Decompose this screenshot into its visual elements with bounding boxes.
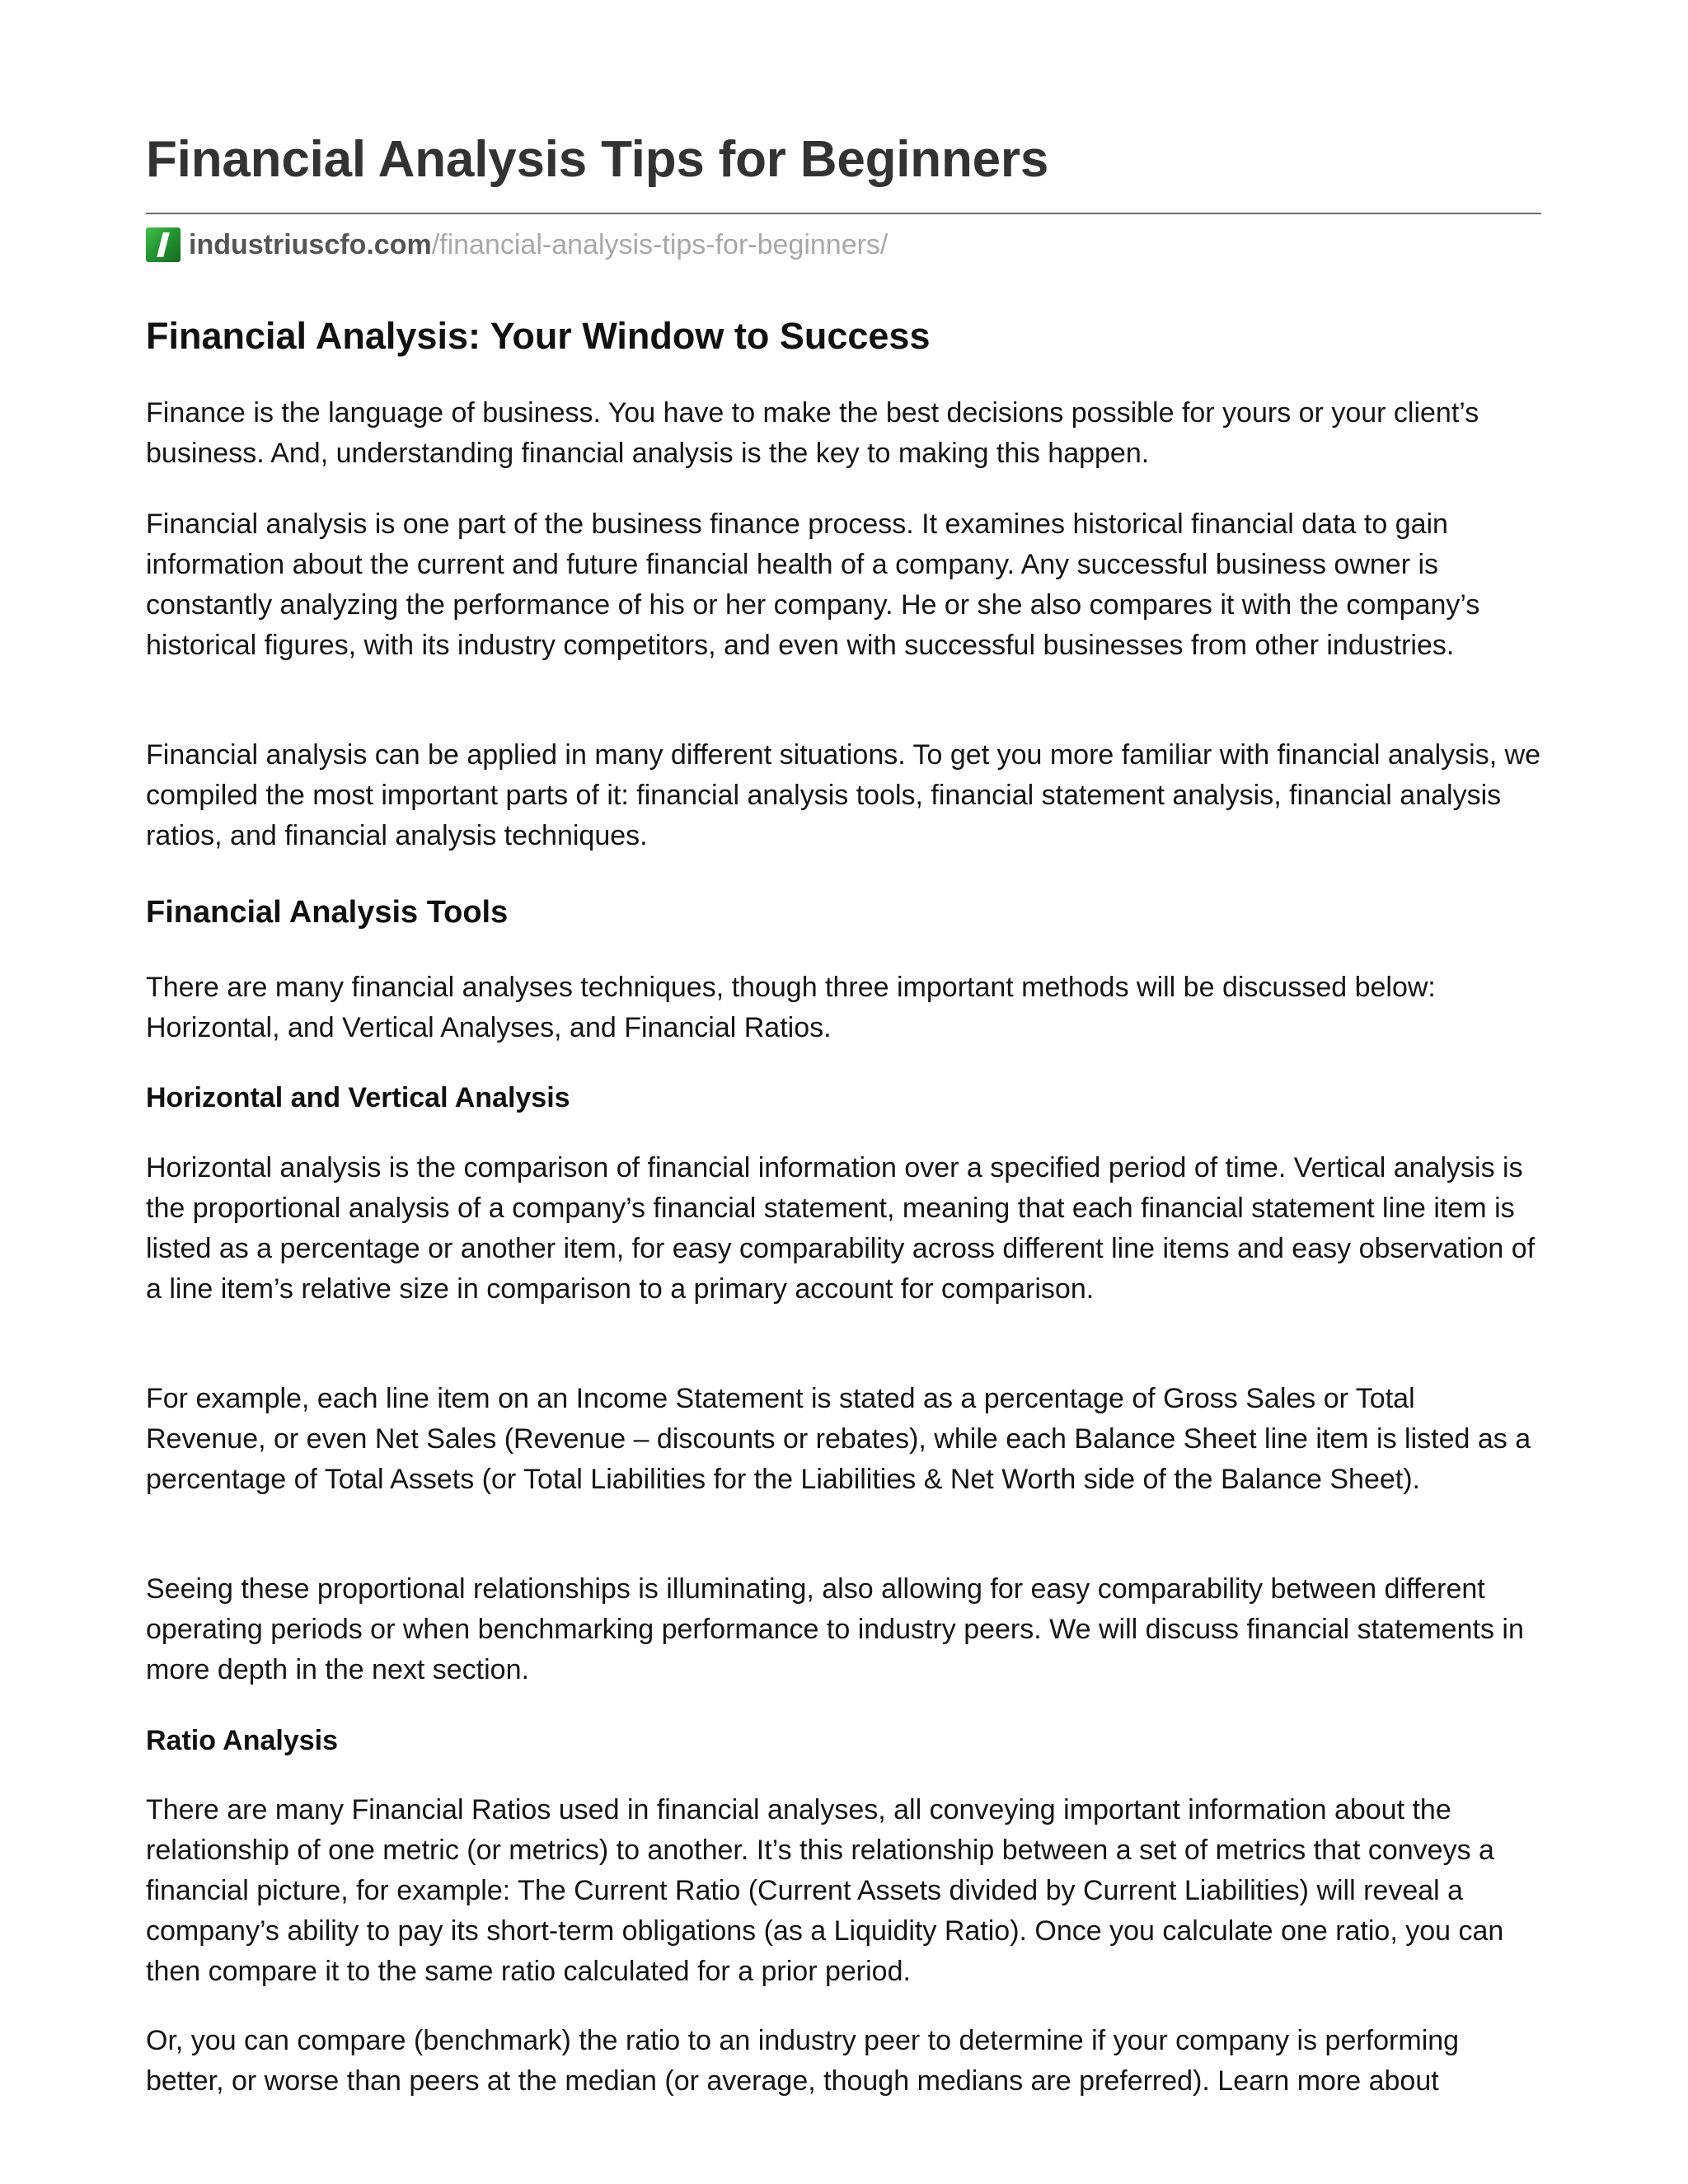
source-domain[interactable]: industriuscfo.com — [189, 228, 432, 260]
paragraph-ratio-2: Or, you can compare (benchmark) the ratio to an industry peer to determine if your company is performing better, or worse than peers at the median (or average, though medians are preferred). Learn more about — [146, 2025, 1460, 2097]
paragraph-intro-2: Financial analysis is one part of the business finance process. It examines historical financial data to gain information about the current and future financial health of a company. Any successful business owner is constantly analyzing the performance of his or her company. He or she also compares it with the company’s historical figures, with its industry competitors, and even with successful businesses from other industries. — [146, 509, 1480, 661]
paragraph-hv-1: Horizontal analysis is the comparison of financial information over a specified period of time. Vertical analysis is the proportional analysis of a company’s financial statement, meaning that each financial statement line item is listed as a percentage or another item, for easy comparability across different line items and easy observation of a line item’s relative size in comparison to a primary account for comparison. — [146, 1152, 1536, 1305]
site-logo-icon — [146, 227, 181, 262]
section-heading-intro: Financial Analysis: Your Window to Success — [146, 315, 931, 357]
source-link[interactable] — [146, 227, 888, 262]
paragraph-hv-3: Seeing these proportional relationships is illuminating, also allowing for easy comparability between different operating periods or when benchmarking performance to industry peers. We will discuss financial statements in more depth in the next section. — [146, 1573, 1524, 1685]
paragraph-tools-1: There are many financial analyses techniques, though three important methods will be discussed below: Horizontal, and Vertical Analyses, and Financial Ratios. — [146, 972, 1436, 1043]
document-title: Financial Analysis Tips for Beginners — [146, 131, 1049, 188]
paragraph-intro-3: Financial analysis can be applied in many different situations. To get you more familiar with financial analysis, we compiled the most important parts of it: financial analysis tools, financial statement analysis, financial analysis ratios, and financial analysis techniques. — [146, 739, 1541, 851]
source-path[interactable]: /financial-analysis-tips-for-beginners/ — [431, 228, 889, 260]
paragraph-hv-2: For example, each line item on an Income Statement is stated as a percentage of Gross Sales or Total Revenue, or even Net Sales (Revenue – discounts or rebates), while each Balance Sheet line item is listed as a percentage of Total Assets (or Total Liabilities for the Liabilities & Net Worth side of the Balance Sheet). — [146, 1383, 1531, 1495]
subheading-ratio-analysis: Ratio Analysis — [146, 1725, 339, 1756]
subheading-horizontal-vertical: Horizontal and Vertical Analysis — [146, 1082, 570, 1113]
section-heading-tools: Financial Analysis Tools — [146, 895, 509, 930]
title-divider — [146, 213, 1541, 214]
paragraph-ratio-1: There are many Financial Ratios used in financial analyses, all conveying important information about the relationship of one metric (or metrics) to another. It’s this relationship between a set of metrics that conveys a financial picture, for example: The Current Ratio (Current Assets divided by Current Liabilities) will reveal a company’s ability to pay its short-term obligations (as a Liquidity Ratio). Once you calculate one ratio, you can then compare it to the same ratio calculated for a prior period. — [146, 1794, 1504, 1987]
paragraph-intro-1: Finance is the language of business. You have to make the best decisions possible for yours or your client’s business. And, understanding financial analysis is the key to making this happen. — [146, 397, 1479, 469]
